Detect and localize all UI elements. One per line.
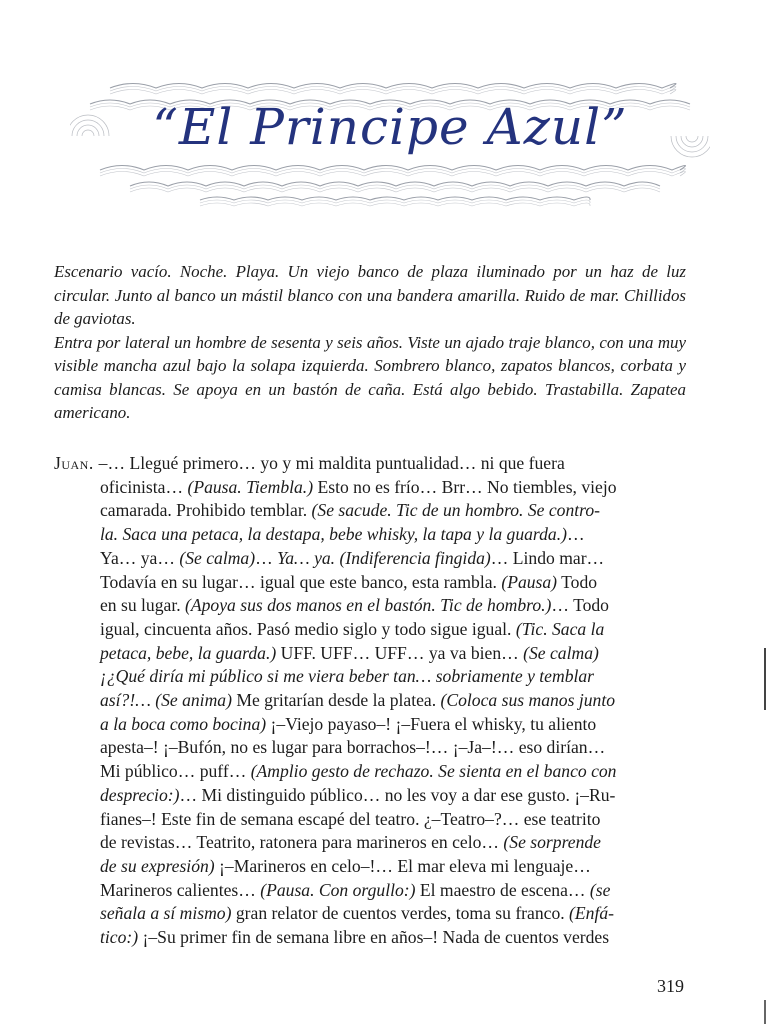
spoken-text: ¡–Viejo payaso–! ¡–Fuera el whisky, tu aliento <box>266 713 597 734</box>
wave-stroke <box>200 200 590 203</box>
dialogue-line <box>54 618 686 642</box>
dialogue-line <box>54 665 686 689</box>
dialogue-line <box>54 571 686 595</box>
spoken-text: Marineros calientes… <box>100 879 261 900</box>
dialogue-line <box>54 713 686 737</box>
spoken-text: Todavía en su lugar… igual que este banco, esta rambla. <box>100 571 502 592</box>
stage-aside: (Se calma) <box>523 642 599 663</box>
dialogue-line <box>54 689 686 713</box>
stage-aside: (Se sorprende <box>503 832 601 853</box>
stage-aside: (Amplio gesto de rechazo. Se sienta en el banco con <box>250 761 617 782</box>
spoken-text: ¡–Su primer fin de semana libre en años–! Nada de cuentos verdes <box>138 927 610 948</box>
stage-aside: a la boca como bocina) <box>100 713 267 734</box>
dialogue-line <box>54 784 686 808</box>
stage-aside: (Enfá- <box>569 903 614 924</box>
dialogue-line <box>54 499 686 523</box>
dialogue-line <box>54 547 686 571</box>
stage-aside: (Pausa. Tiembla.) <box>187 476 314 497</box>
stage-aside: ¡¿Qué diría mi público si me viera beber tan… sobriamente y temblar <box>100 666 595 687</box>
spoken-text: Esto no es frío… Brr… No tiembles, viejo <box>313 476 617 497</box>
spoken-text: –… Llegué primero… yo y mi maldita puntualidad… ni que fuera <box>98 453 565 473</box>
stage-aside: (Se calma) <box>179 547 256 568</box>
dialogue-line <box>54 879 686 903</box>
spoken-text: en su lugar. <box>100 595 186 616</box>
stage-aside: así?!… (Se anima) <box>100 690 232 711</box>
spoken-text: gran relator de cuentos verdes, toma su franco. <box>231 903 570 924</box>
stage-aside: Ya… ya. (Indiferencia fingida) <box>277 547 491 568</box>
dialogue-line <box>54 831 686 855</box>
spoken-text: camarada. Prohibido temblar. <box>100 500 312 521</box>
dialogue-line <box>54 760 686 784</box>
spoken-text: UFF. UFF… UFF… ya va bien… <box>276 642 524 663</box>
spoken-text: … <box>255 547 278 568</box>
page-title: “El Principe Azul” <box>152 98 628 156</box>
page-number: 319 <box>657 976 684 996</box>
wave-stroke <box>130 182 660 186</box>
spoken-text: Me gritarían desde la platea. <box>231 690 441 711</box>
stage-aside: (se <box>589 879 611 900</box>
dialogue-line <box>54 452 686 476</box>
stage-aside: (Apoya sus dos manos en el bastón. Tic de hombro.) <box>185 595 552 616</box>
stage-aside: (Tic. Saca la <box>515 618 605 639</box>
dialogue-line <box>54 736 686 760</box>
stage-directions <box>54 260 686 425</box>
page-edge-mark <box>764 648 766 710</box>
wave-stroke <box>100 172 685 177</box>
dialogue-line <box>54 476 686 500</box>
page-edge-mark <box>764 1000 766 1024</box>
wave-stroke <box>110 90 676 95</box>
stage-direction-character: Entra por lateral un hombre de sesenta y seis años. Viste un ajado traje blanco, con una muy visible mancha azul bajo la solapa izquierda. Sombrero blanco, zapatos blancos, corbata y camisa blancas. Se apoya en un bastón de caña. Está algo bebido. Trastabilla. Zapatea americano. <box>54 332 686 422</box>
spoken-text: … Lindo mar… <box>490 547 605 568</box>
spoken-text: fianes–! Este fin de semana escapé del teatro. ¿–Teatro–?… ese teatrito <box>100 808 601 829</box>
stage-aside: petaca, bebe, la guarda.) <box>100 642 277 663</box>
dialogue-block <box>54 452 686 950</box>
stage-aside: (Se sacude. Tic de un hombro. Se contro- <box>311 500 600 521</box>
spoken-text: ¡–Marineros en celo–!… El mar eleva mi lenguaje… <box>214 855 591 876</box>
spoken-text: igual, cincuenta años. Pasó medio siglo y todo sigue igual. <box>100 618 516 639</box>
spoken-text: apesta–! ¡–Bufón, no es lugar para borrachos–!… ¡–Ja–!… eso dirían… <box>100 737 606 758</box>
dialogue-line <box>54 642 686 666</box>
wave-stroke <box>110 87 676 92</box>
spoken-text: … Mi distinguido público… no les voy a dar ese gusto. ¡–Ru- <box>179 784 616 805</box>
spoken-text: … <box>566 524 585 545</box>
wave-stroke <box>200 197 590 200</box>
stage-aside: (Coloca sus manos junto <box>440 690 616 711</box>
stage-aside: de su expresión) <box>100 855 215 876</box>
stage-aside: señala a sí mismo) <box>100 903 232 924</box>
title-header <box>70 58 710 218</box>
stage-aside: tico:) <box>100 927 139 948</box>
stage-aside: (Pausa. Con orgullo:) <box>260 879 416 900</box>
spoken-text: … Todo <box>551 595 609 616</box>
spoken-text: Todo <box>557 571 598 592</box>
stage-aside: (Pausa) <box>501 571 558 592</box>
spoken-text: de revistas… Teatrito, ratonera para marineros en celo… <box>100 832 504 853</box>
dialogue-line <box>54 808 686 832</box>
stage-aside: la. Saca una petaca, la destapa, bebe whisky, la tapa y la guarda.) <box>100 524 567 545</box>
stage-aside: desprecio:) <box>100 784 180 805</box>
spoken-text: El maestro de escena… <box>415 879 590 900</box>
dialogue-line <box>54 523 686 547</box>
speaker-name: Juan. <box>54 453 99 473</box>
dialogue-line <box>54 902 686 926</box>
dialogue-line <box>54 594 686 618</box>
wave-stroke <box>200 203 590 206</box>
stage-direction-setting: Escenario vacío. Noche. Playa. Un viejo banco de plaza iluminado por un haz de luz circular. Junto al banco un mástil blanco con una bandera amarilla. Ruido de mar. Chillidos de gaviotas. <box>54 262 686 328</box>
spoken-text: Mi público… puff… <box>100 761 251 782</box>
dialogue-line <box>54 926 686 950</box>
spoken-text: Ya… ya… <box>100 547 180 568</box>
spoken-text: oficinista… <box>100 476 188 497</box>
wave-stroke <box>110 84 676 89</box>
dialogue-line <box>54 855 686 879</box>
